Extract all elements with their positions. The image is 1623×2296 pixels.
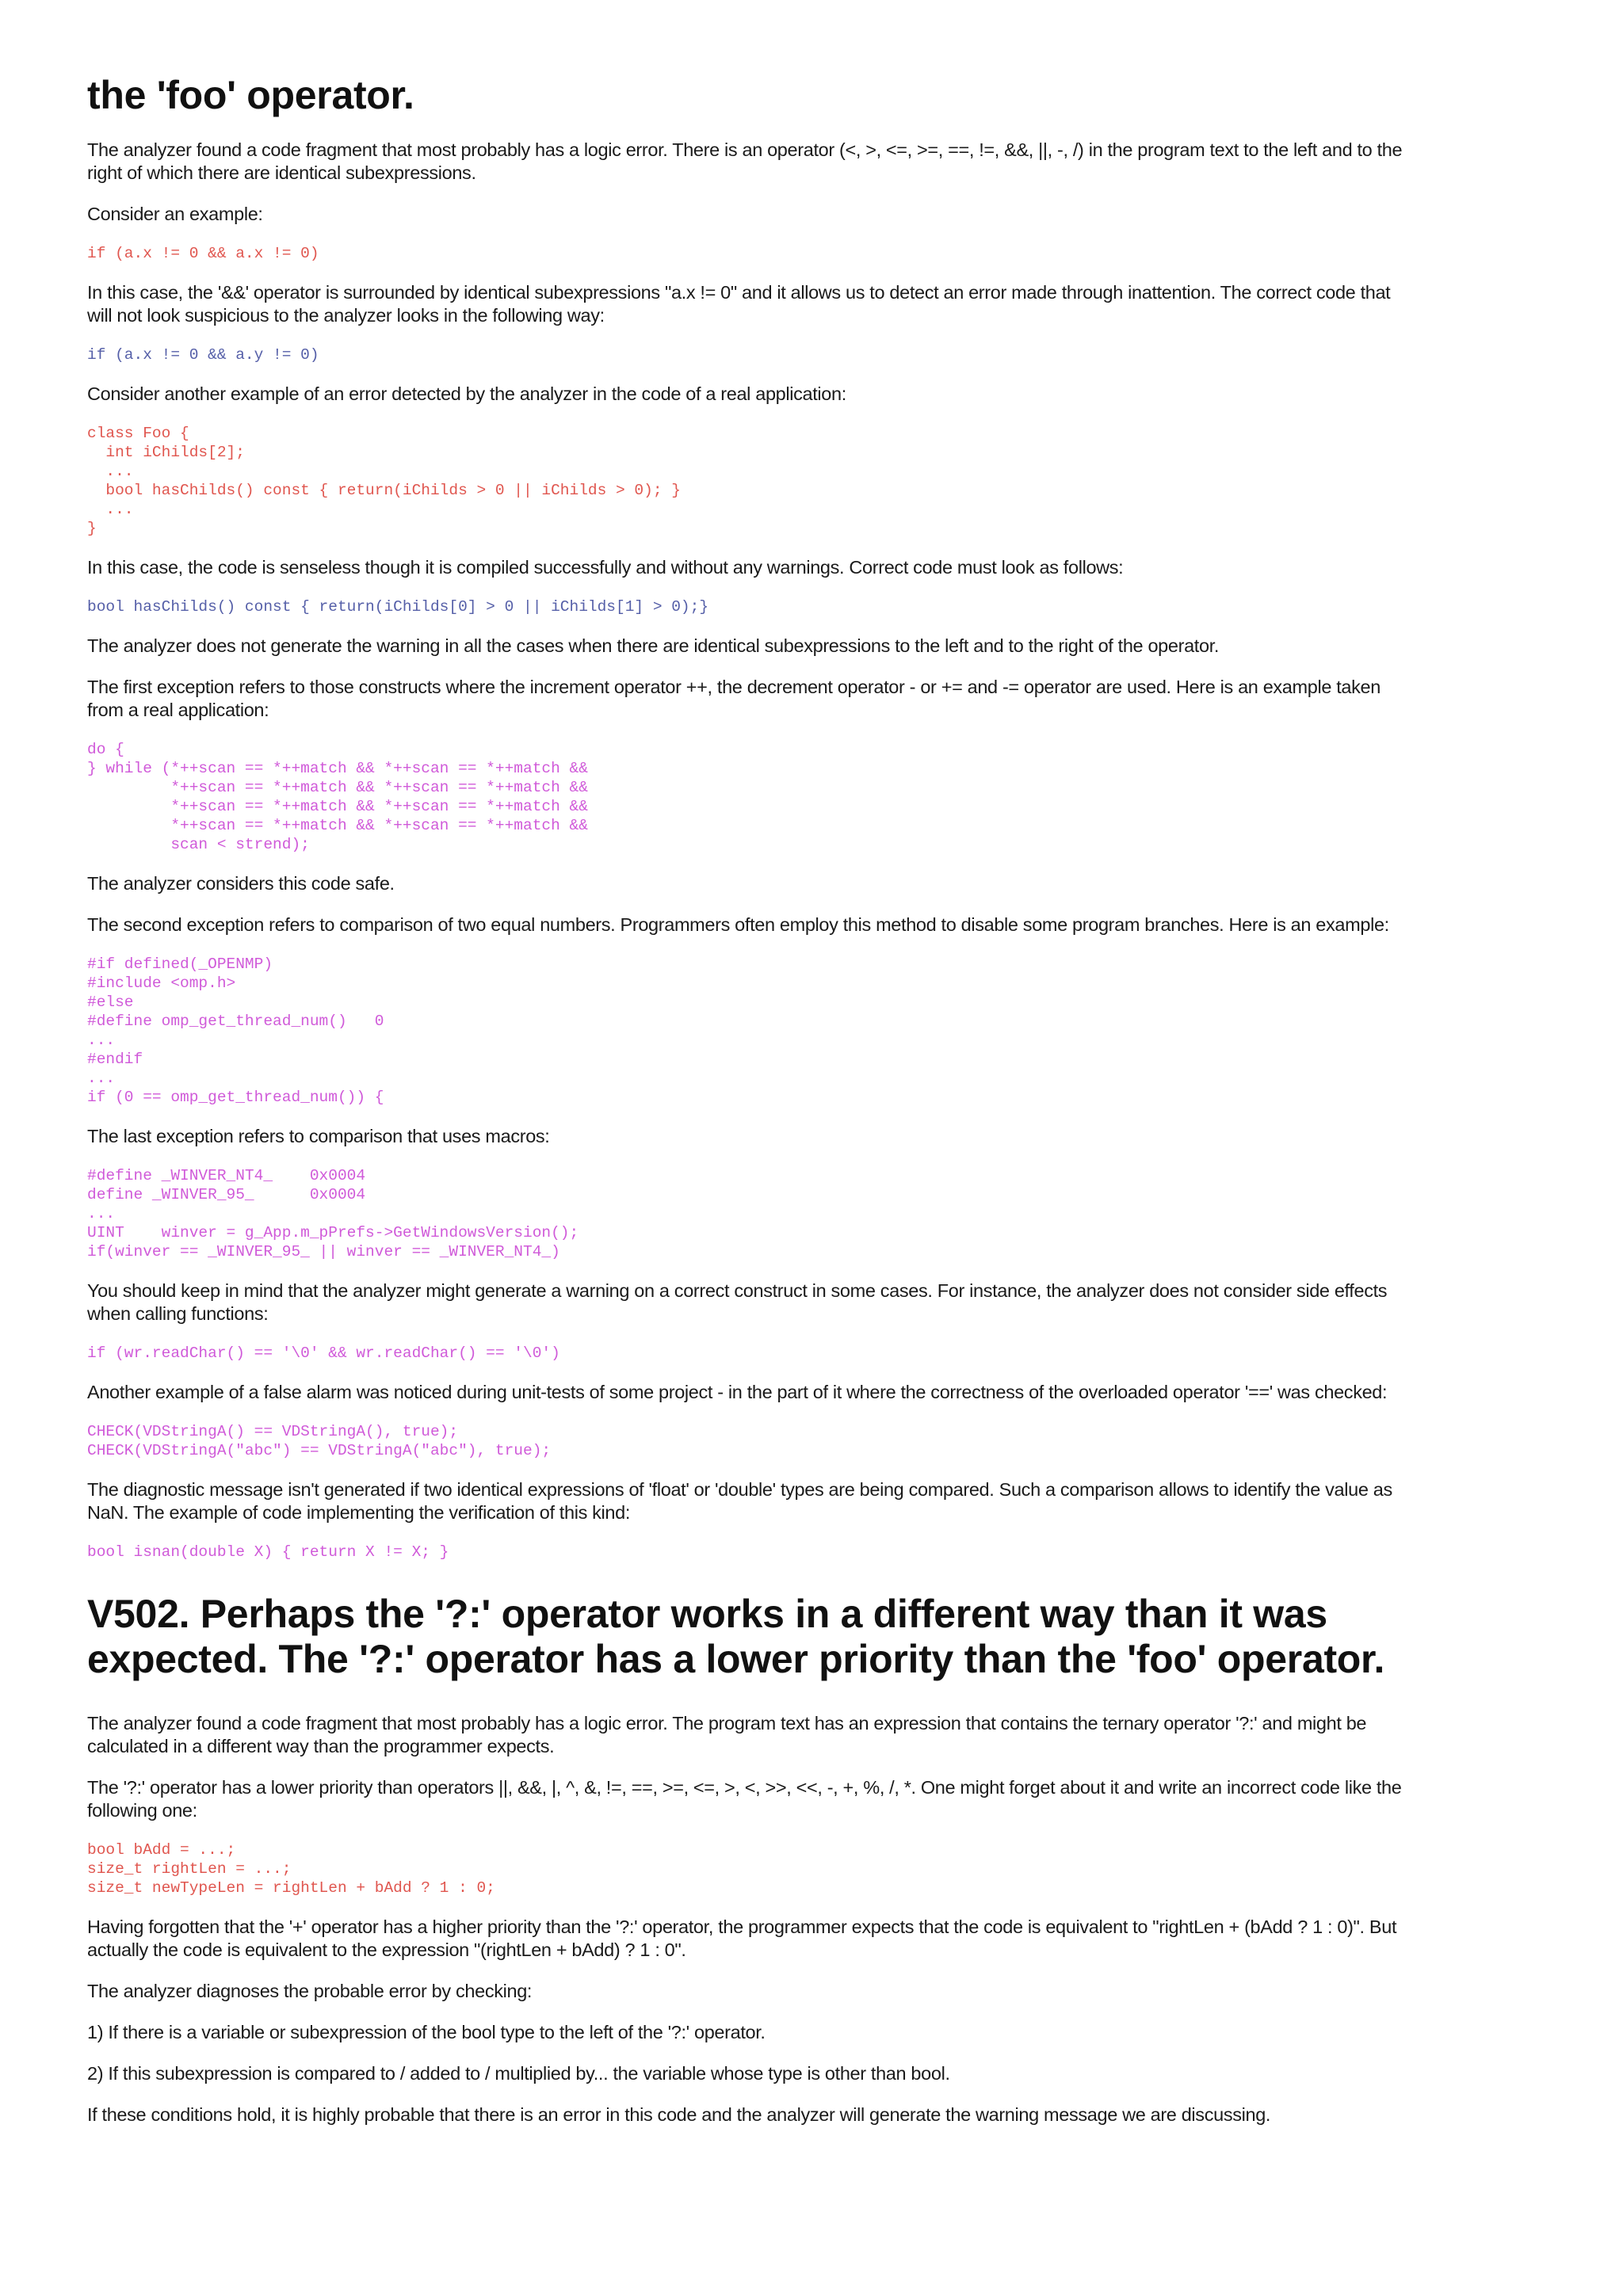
paragraph: Another example of a false alarm was noticed during unit-tests of some project - in the part of it where the correctness of the overloaded operator '==' was checked: bbox=[87, 1382, 1388, 1402]
code-block: CHECK(VDStringA() == VDStringA(), true); CHECK(VDStringA("abc") == VDStringA("abc"), true); bbox=[87, 1423, 552, 1459]
paragraph: In this case, the '&&' operator is surrounded by identical subexpressions "a.x != 0" and it allows us to detect an error made through inattention. The correct code that will not look suspicious to the analyzer looks in the following way: bbox=[87, 282, 1391, 326]
code-block: bool isnan(double X) { return X != X; } bbox=[87, 1543, 449, 1561]
paragraph: The first exception refers to those constructs where the increment operator ++, the decrement operator - or += and -= operator are used. Here is an example taken from a real application: bbox=[87, 677, 1381, 720]
paragraph: 1) If there is a variable or subexpression of the bool type to the left of the '?:' operator. bbox=[87, 2022, 766, 2042]
paragraph: The second exception refers to comparison of two equal numbers. Programmers often employ this method to disable some program branches. Here is an example: bbox=[87, 914, 1389, 935]
paragraph: The analyzer does not generate the warning in all the cases when there are identical subexpressions to the left and to the right of the operator. bbox=[87, 635, 1220, 656]
paragraph: The analyzer diagnoses the probable error by checking: bbox=[87, 1981, 533, 2001]
paragraph: Consider an example: bbox=[87, 204, 263, 224]
paragraph: The diagnostic message isn't generated if two identical expressions of 'float' or 'double' types are being compared. Such a comparison allows to identify the value as NaN. The example of code implementing the verification of this kind: bbox=[87, 1479, 1392, 1523]
paragraph: The analyzer found a code fragment that most probably has a logic error. There is an operator (<, >, <=, >=, ==, !=, &&, ||, -, /) in the program text to the left and to the right of which there are identical subexpressions. bbox=[87, 139, 1403, 183]
code-block: do { } while (*++scan == *++match && *++scan == *++match && *++scan == *++match && *++scan == *++match && *++scan == *++match && *++scan == *++match && *++scan == *++match && *++scan == *++match && scan < strend); bbox=[87, 741, 588, 853]
code-block: bool hasChilds() const { return(iChilds[0] > 0 || iChilds[1] > 0);} bbox=[87, 598, 709, 616]
paragraph: If these conditions hold, it is highly probable that there is an error in this code and the analyzer will generate the warning message we are discussing. bbox=[87, 2104, 1271, 2125]
paragraph: The last exception refers to comparison that uses macros: bbox=[87, 1126, 550, 1146]
paragraph: The '?:' operator has a lower priority than operators ||, &&, |, ^, &, !=, ==, >=, <=, >, <, >>, <<, -, +, %, /, *. One might forget about it and write an incorrect code like the following one: bbox=[87, 1777, 1402, 1821]
document-page bbox=[87, 73, 1403, 2145]
section-heading-v502: V502. Perhaps the '?:' operator works in a different way than it was expected. The '?:' operator has a lower priority than the 'foo' operator. bbox=[87, 1592, 1385, 1681]
paragraph: The analyzer found a code fragment that most probably has a logic error. The program text has an expression that contains the ternary operator '?:' and might be calculated in a different way than the programmer expects. bbox=[87, 1713, 1367, 1756]
code-block: if (wr.readChar() == '\0' && wr.readChar() == '\0') bbox=[87, 1344, 560, 1362]
code-block: #define _WINVER_NT4_ 0x0004 define _WINVER_95_ 0x0004 ... UINT winver = g_App.m_pPrefs->GetWindowsVersion(); if(winver == _WINVER_95_ || winver == _WINVER_NT4_) bbox=[87, 1167, 579, 1261]
section-heading-continued: the 'foo' operator. bbox=[87, 73, 414, 117]
code-block: if (a.x != 0 && a.y != 0) bbox=[87, 346, 319, 364]
paragraph: In this case, the code is senseless though it is compiled successfully and without any warnings. Correct code must look as follows: bbox=[87, 557, 1124, 578]
paragraph: Consider another example of an error detected by the analyzer in the code of a real application: bbox=[87, 383, 846, 404]
paragraph: You should keep in mind that the analyzer might generate a warning on a correct construct in some cases. For instance, the analyzer does not consider side effects when calling functions: bbox=[87, 1280, 1388, 1324]
code-block: if (a.x != 0 && a.x != 0) bbox=[87, 245, 319, 262]
code-block: bool bAdd = ...; size_t rightLen = ...; size_t newTypeLen = rightLen + bAdd ? 1 : 0; bbox=[87, 1841, 495, 1897]
code-block: class Foo { int iChilds[2]; ... bool hasChilds() const { return(iChilds > 0 || iChilds > 0); } ... } bbox=[87, 425, 681, 537]
paragraph: Having forgotten that the '+' operator has a higher priority than the '?:' operator, the programmer expects that the code is equivalent to "rightLen + (bAdd ? 1 : 0)". But actually the code is equivalent to the expression "(rightLen + bAdd) ? 1 : 0". bbox=[87, 1917, 1397, 1960]
paragraph: The analyzer considers this code safe. bbox=[87, 873, 395, 894]
paragraph: 2) If this subexpression is compared to / added to / multiplied by... the variable whose type is other than bool. bbox=[87, 2063, 950, 2084]
code-block: #if defined(_OPENMP) #include <omp.h> #else #define omp_get_thread_num() 0 ... #endif ... if (0 == omp_get_thread_num()) { bbox=[87, 955, 384, 1106]
